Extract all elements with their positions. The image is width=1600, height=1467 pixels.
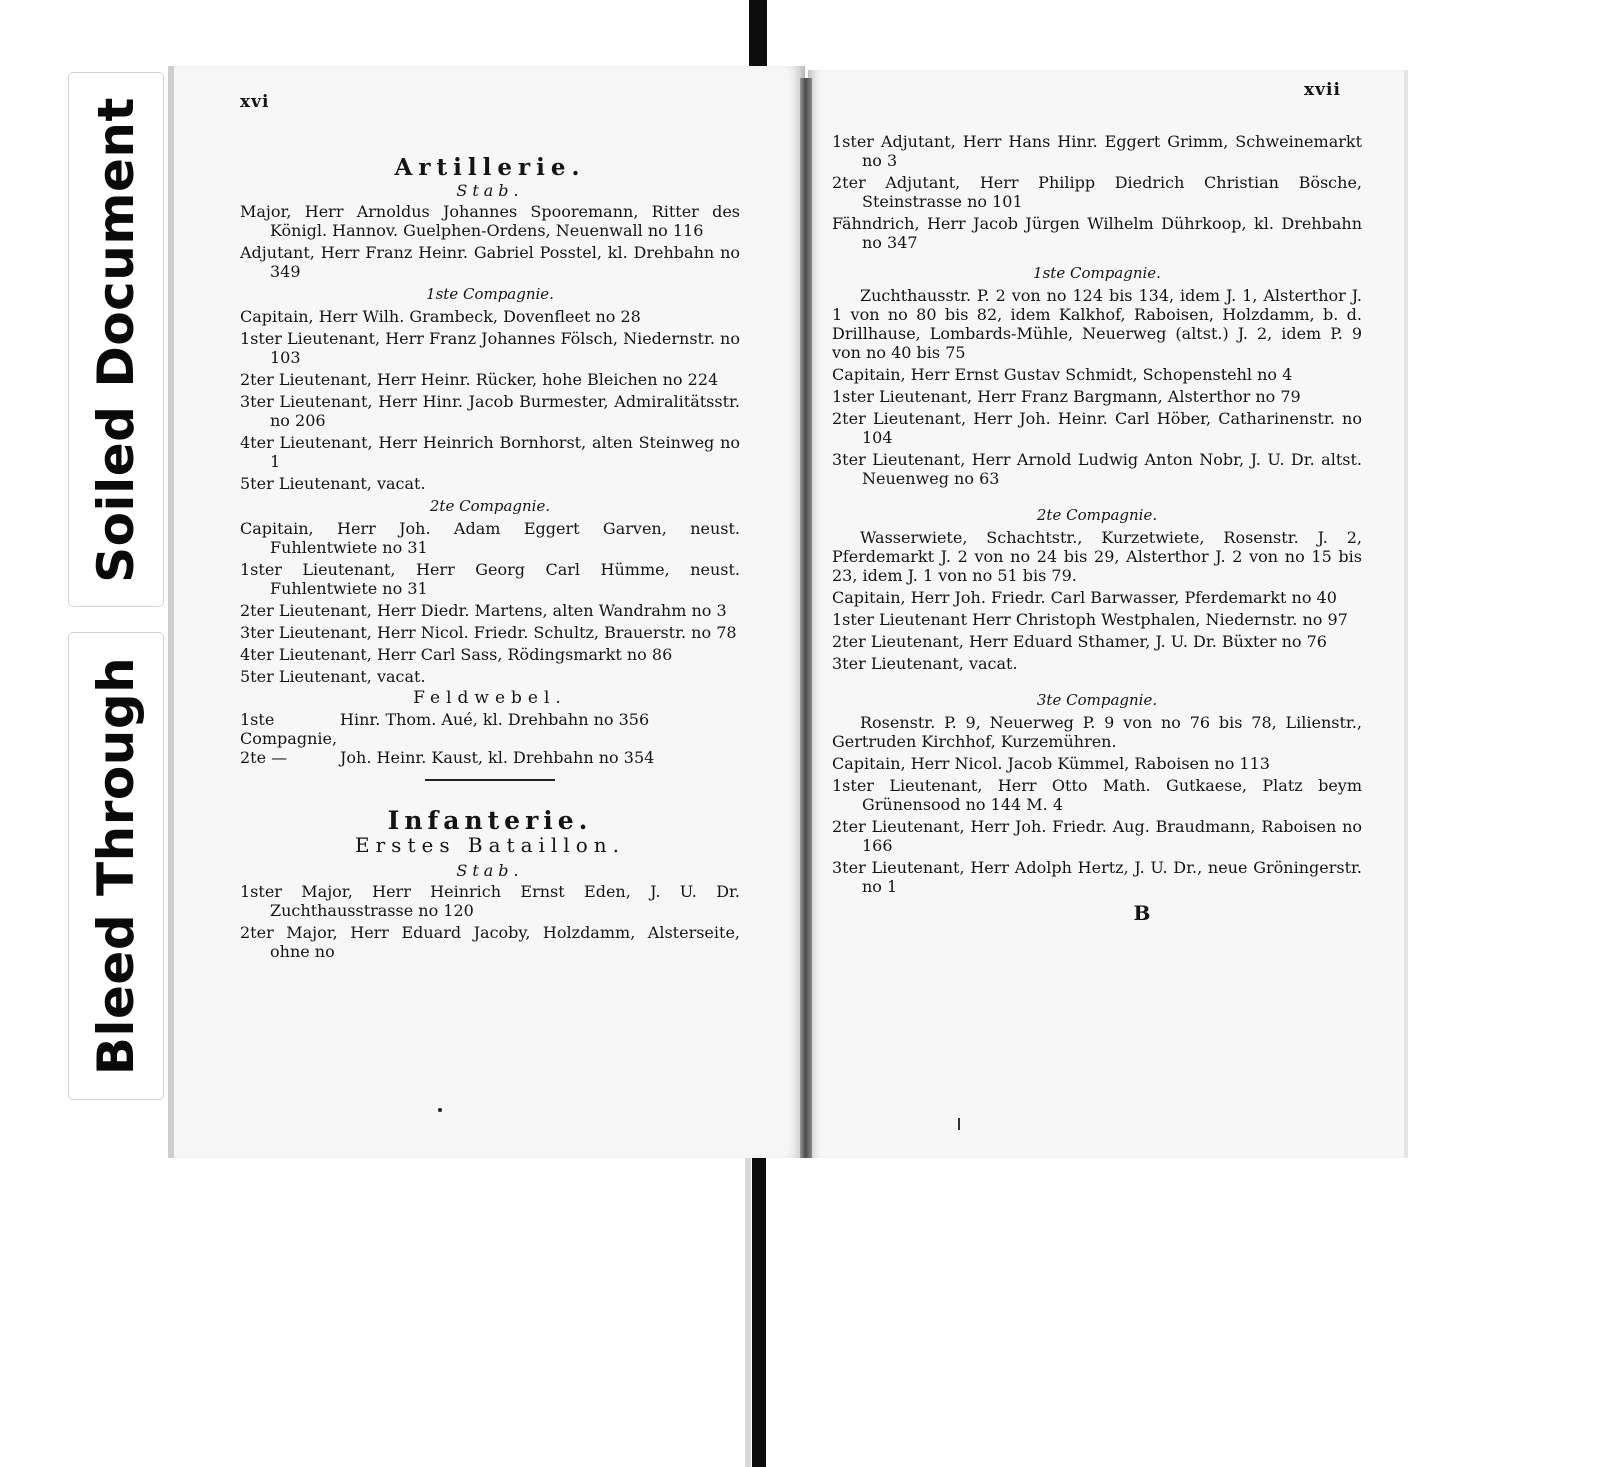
soiled-document-label: Soiled Document	[87, 96, 145, 583]
artillerie-company1-list	[240, 307, 740, 493]
left-page-text	[240, 150, 740, 964]
soiled-document-tab	[68, 72, 164, 607]
artillerie-company1-heading: 1ste Compagnie.	[426, 285, 554, 303]
page-speck	[438, 1108, 442, 1112]
roster-entry: 1ster Lieutenant, Herr Otto Math. Gutkaese, Platz beym Grünensood no 144 M. 4	[832, 776, 1362, 814]
roster-entry: 2ter Lieutenant, Herr Joh. Friedr. Aug. Braudmann, Raboisen no 166	[832, 817, 1362, 855]
roster-entry: 3ter Lieutenant, Herr Adolph Hertz, J. U. Dr., neue Gröningerstr. no 1	[832, 858, 1362, 896]
artillerie-company2-list	[240, 519, 740, 686]
roster-entry: 5ter Lieutenant, vacat.	[240, 667, 426, 686]
section-divider	[425, 779, 555, 781]
roster-entry: Capitain, Herr Wilh. Grambeck, Dovenfleet no 28	[240, 307, 641, 326]
roster-entry: 1ster Lieutenant Herr Christoph Westphalen, Niedernstr. no 97	[832, 610, 1348, 629]
feldwebel-name: Joh. Heinr. Kaust, kl. Drehbahn no 354	[340, 748, 655, 767]
infanterie-company2-list	[832, 588, 1362, 673]
roster-entry: 3ter Lieutenant, Herr Hinr. Jacob Burmester, Admiralitätsstr. no 206	[240, 392, 740, 430]
signature-mark: B	[1133, 901, 1151, 925]
roster-entry: 2ter Lieutenant, Herr Eduard Sthamer, J. U. Dr. Büxter no 76	[832, 632, 1327, 651]
bleed-through-label: Bleed Through	[87, 656, 145, 1076]
roster-entry: 4ter Lieutenant, Herr Heinrich Bornhorst, alten Steinweg no 1	[240, 433, 740, 471]
roster-entry: Capitain, Herr Joh. Friedr. Carl Barwasser, Pferdemarkt no 40	[832, 588, 1337, 607]
roster-entry: 2ter Lieutenant, Herr Diedr. Martens, alten Wandrahm no 3	[240, 601, 727, 620]
book-gutter	[800, 78, 812, 1158]
spine-strip-edge	[745, 1142, 751, 1467]
feldwebel-name: Hinr. Thom. Aué, kl. Drehbahn no 356	[340, 710, 650, 729]
company3-district: Rosenstr. P. 9, Neuerweg P. 9 von no 76 bis 78, Lilienstr., Gertruden Kirchhof, Kurzemühren.	[832, 713, 1362, 751]
feldwebel-list	[240, 710, 740, 767]
company2-district: Wasserwiete, Schachtstr., Kurzetwiete, Rosenstr. J. 2, Pferdemarkt J. 2 von no 24 bis 29, Alsterthor J. 2 von no 15 bis 23, idem J. 1 von no 51 bis 79.	[832, 528, 1362, 585]
left-page-number: xvi	[240, 92, 270, 112]
infanterie-stab-list	[240, 882, 740, 961]
infanterie-heading: Infanterie.	[387, 806, 593, 835]
roster-entry: 2ter Lieutenant, Herr Joh. Heinr. Carl Höber, Catharinenstr. no 104	[832, 409, 1362, 447]
artillerie-stab-heading: Stab.	[456, 181, 524, 200]
infanterie-company3-list	[832, 754, 1362, 896]
infanterie-company1-heading: 1ste Compagnie.	[1033, 264, 1161, 282]
roster-entry: 3ter Lieutenant, Herr Arnold Ludwig Anton Nobr, J. U. Dr. altst. Neuenweg no 63	[832, 450, 1362, 488]
roster-entry: 1ster Adjutant, Herr Hans Hinr. Eggert Grimm, Schweinemarkt no 3	[832, 132, 1362, 170]
company1-district: Zuchthausstr. P. 2 von no 124 bis 134, idem J. 1, Alsterthor J. 1 von no 80 bis 82, idem Kalkhof, Raboisen, Holzdamm, b. d. Drillhause, Lombards-Mühle, Neuerweg (altst.) J. 2, idem P. 9 von no 40 bis 75	[832, 286, 1362, 362]
battalion-staff-list	[832, 132, 1362, 252]
roster-entry: Fähndrich, Herr Jacob Jürgen Wilhelm Dührkoop, kl. Drehbahn no 347	[832, 214, 1362, 252]
roster-entry: Major, Herr Arnoldus Johannes Spooremann, Ritter des Königl. Hannov. Guelphen-Ordens, Neuenwall no 116	[240, 202, 740, 240]
roster-entry: 2ter Major, Herr Eduard Jacoby, Holzdamm, Alsterseite, ohne no	[240, 923, 740, 961]
roster-entry: 3ter Lieutenant, vacat.	[832, 654, 1018, 673]
feldwebel-company: 1ste Compagnie,	[240, 710, 338, 748]
roster-entry: Capitain, Herr Nicol. Jacob Kümmel, Raboisen no 113	[832, 754, 1270, 773]
roster-entry: Capitain, Herr Ernst Gustav Schmidt, Schopenstehl no 4	[832, 365, 1293, 384]
artillerie-company2-heading: 2te Compagnie.	[429, 497, 551, 515]
roster-entry: 2ter Adjutant, Herr Philipp Diedrich Christian Bösche, Steinstrasse no 101	[832, 173, 1362, 211]
right-page-text	[832, 132, 1362, 923]
roster-entry: Adjutant, Herr Franz Heinr. Gabriel Posstel, kl. Drehbahn no 349	[240, 243, 740, 281]
roster-entry: 5ter Lieutenant, vacat.	[240, 474, 426, 493]
roster-entry: 1ster Lieutenant, Herr Franz Bargmann, Alsterthor no 79	[832, 387, 1301, 406]
infanterie-stab-heading: Stab.	[456, 861, 524, 880]
artillerie-heading: Artillerie.	[394, 154, 586, 181]
roster-entry: 4ter Lieutenant, Herr Carl Sass, Rödingsmarkt no 86	[240, 645, 673, 664]
roster-entry: 3ter Lieutenant, Herr Nicol. Friedr. Schultz, Brauerstr. no 78	[240, 623, 737, 642]
battalion-heading: Erstes Bataillon.	[355, 833, 625, 857]
feldwebel-company: 2te —	[240, 748, 288, 767]
feldwebel-row	[240, 748, 740, 767]
roster-entry: Capitain, Herr Joh. Adam Eggert Garven, neust. Fuhlentwiete no 31	[240, 519, 740, 557]
spine-strip-bottom	[752, 1142, 766, 1467]
roster-entry: 1ster Lieutenant, Herr Georg Carl Hümme, neust. Fuhlentwiete no 31	[240, 560, 740, 598]
feldwebel-row	[240, 710, 740, 748]
bleed-through-tab	[68, 632, 164, 1100]
page-mark	[958, 1118, 960, 1130]
roster-entry: 2ter Lieutenant, Herr Heinr. Rücker, hohe Bleichen no 224	[240, 370, 719, 389]
infanterie-company2-heading: 2te Compagnie.	[1036, 506, 1158, 524]
feldwebel-heading: Feldwebel.	[413, 688, 567, 708]
infanterie-company1-list	[832, 365, 1362, 488]
roster-entry: 1ster Lieutenant, Herr Franz Johannes Fölsch, Niedernstr. no 103	[240, 329, 740, 367]
roster-entry: 1ster Major, Herr Heinrich Ernst Eden, J. U. Dr. Zuchthausstrasse no 120	[240, 882, 740, 920]
infanterie-company3-heading: 3te Compagnie.	[1036, 691, 1158, 709]
right-page-number: xvii	[1304, 80, 1341, 100]
artillerie-stab-list	[240, 202, 740, 281]
